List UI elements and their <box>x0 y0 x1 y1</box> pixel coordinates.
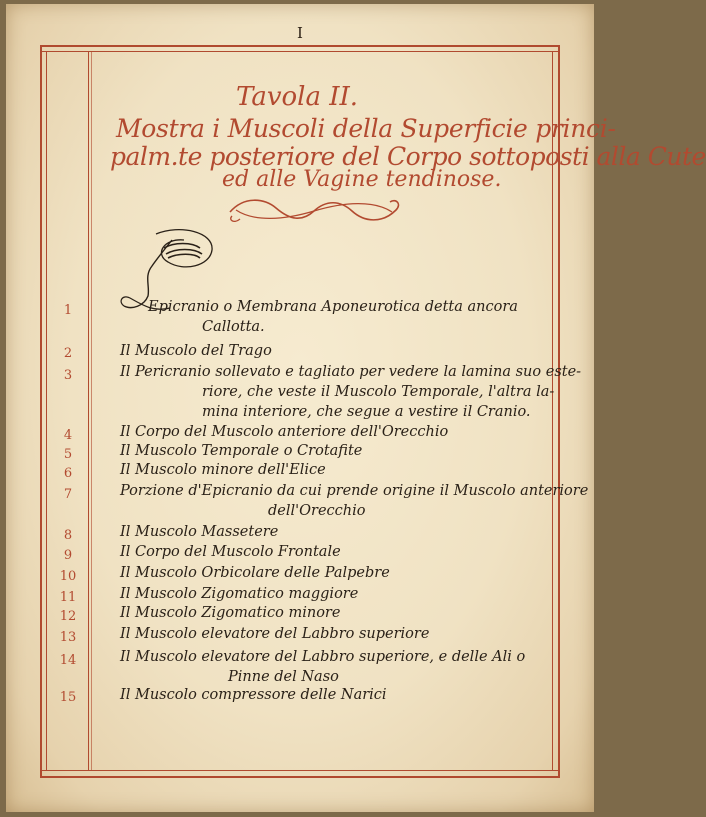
entry-number-6: 6 <box>63 466 73 481</box>
title-line-3: ed alle Vagine tendinose. <box>222 167 502 192</box>
entry-number-1: 1 <box>63 303 73 318</box>
entry-number-3: 3 <box>63 368 73 383</box>
entry-3-line-2: riore, che veste il Muscolo Temporale, l'altra la- <box>202 384 555 400</box>
inner-border-left <box>46 51 47 771</box>
entry-number-15: 15 <box>59 690 77 705</box>
inner-border-top <box>40 51 560 52</box>
entry-8-line-1: Il Muscolo Massetere <box>120 524 279 540</box>
entry-number-8: 8 <box>63 528 73 543</box>
entry-9-line-1: Il Corpo del Muscolo Frontale <box>120 544 341 560</box>
entry-13-line-1: Il Muscolo elevatore del Labbro superiore <box>120 626 430 642</box>
outer-border-bottom <box>40 776 560 778</box>
inner-border-bottom <box>40 770 560 771</box>
entry-7-line-1: Porzione d'Epicranio da cui prende origine il Muscolo anteriore <box>120 483 589 499</box>
entry-3-line-1: Il Pericranio sollevato e tagliato per vedere la lamina suo este- <box>120 364 582 380</box>
entry-15-line-1: Il Muscolo compressore delle Narici <box>120 687 387 703</box>
entry-number-9: 9 <box>63 548 73 563</box>
outer-border-top <box>40 45 560 47</box>
entry-1-line-1: Epicranio o Membrana Aponeurotica detta ancora <box>148 299 518 315</box>
manuscript-page <box>6 4 706 812</box>
number-column-rule <box>88 51 89 771</box>
entry-1-line-2: Callotta. <box>202 319 265 335</box>
entry-4-line-1: Il Corpo del Muscolo anteriore dell'Orecchio <box>120 424 449 440</box>
entry-14-line-2: Pinne del Naso <box>228 669 339 685</box>
calligraphic-flourish <box>224 194 404 228</box>
title-line-2: palm.te posteriore del Corpo sottoposti alla Cute <box>110 142 706 171</box>
entry-number-10: 10 <box>59 569 77 584</box>
entry-number-4: 4 <box>63 428 73 443</box>
entry-14-line-1: Il Muscolo elevatore del Labbro superiore, e delle Ali o <box>120 649 526 665</box>
entry-5-line-1: Il Muscolo Temporale o Crotafite <box>120 443 363 459</box>
entry-2-line-1: Il Muscolo del Trago <box>120 343 272 359</box>
entry-12-line-1: Il Muscolo Zigomatico minore <box>120 605 341 621</box>
entry-3-line-3: mina interiore, che segue a vestire il Cranio. <box>202 404 531 420</box>
outer-border-left <box>40 45 42 778</box>
plate-heading: Tavola II. <box>236 82 359 112</box>
entry-number-5: 5 <box>63 447 73 462</box>
entry-10-line-1: Il Muscolo Orbicolare delle Palpebre <box>120 565 390 581</box>
entry-number-13: 13 <box>59 630 77 645</box>
entry-number-11: 11 <box>59 590 77 605</box>
page-number: I <box>297 24 303 42</box>
title-line-1: Mostra i Muscoli della Superficie princi- <box>116 114 616 143</box>
entry-6-line-1: Il Muscolo minore dell'Elice <box>120 462 326 478</box>
entry-11-line-1: Il Muscolo Zigomatico maggiore <box>120 586 359 602</box>
entry-number-7: 7 <box>63 487 73 502</box>
entry-7-line-2: dell'Orecchio <box>268 503 366 519</box>
entry-number-2: 2 <box>63 346 73 361</box>
number-column-rule-2 <box>91 51 92 771</box>
entry-number-12: 12 <box>59 609 77 624</box>
entry-number-14: 14 <box>59 653 77 668</box>
